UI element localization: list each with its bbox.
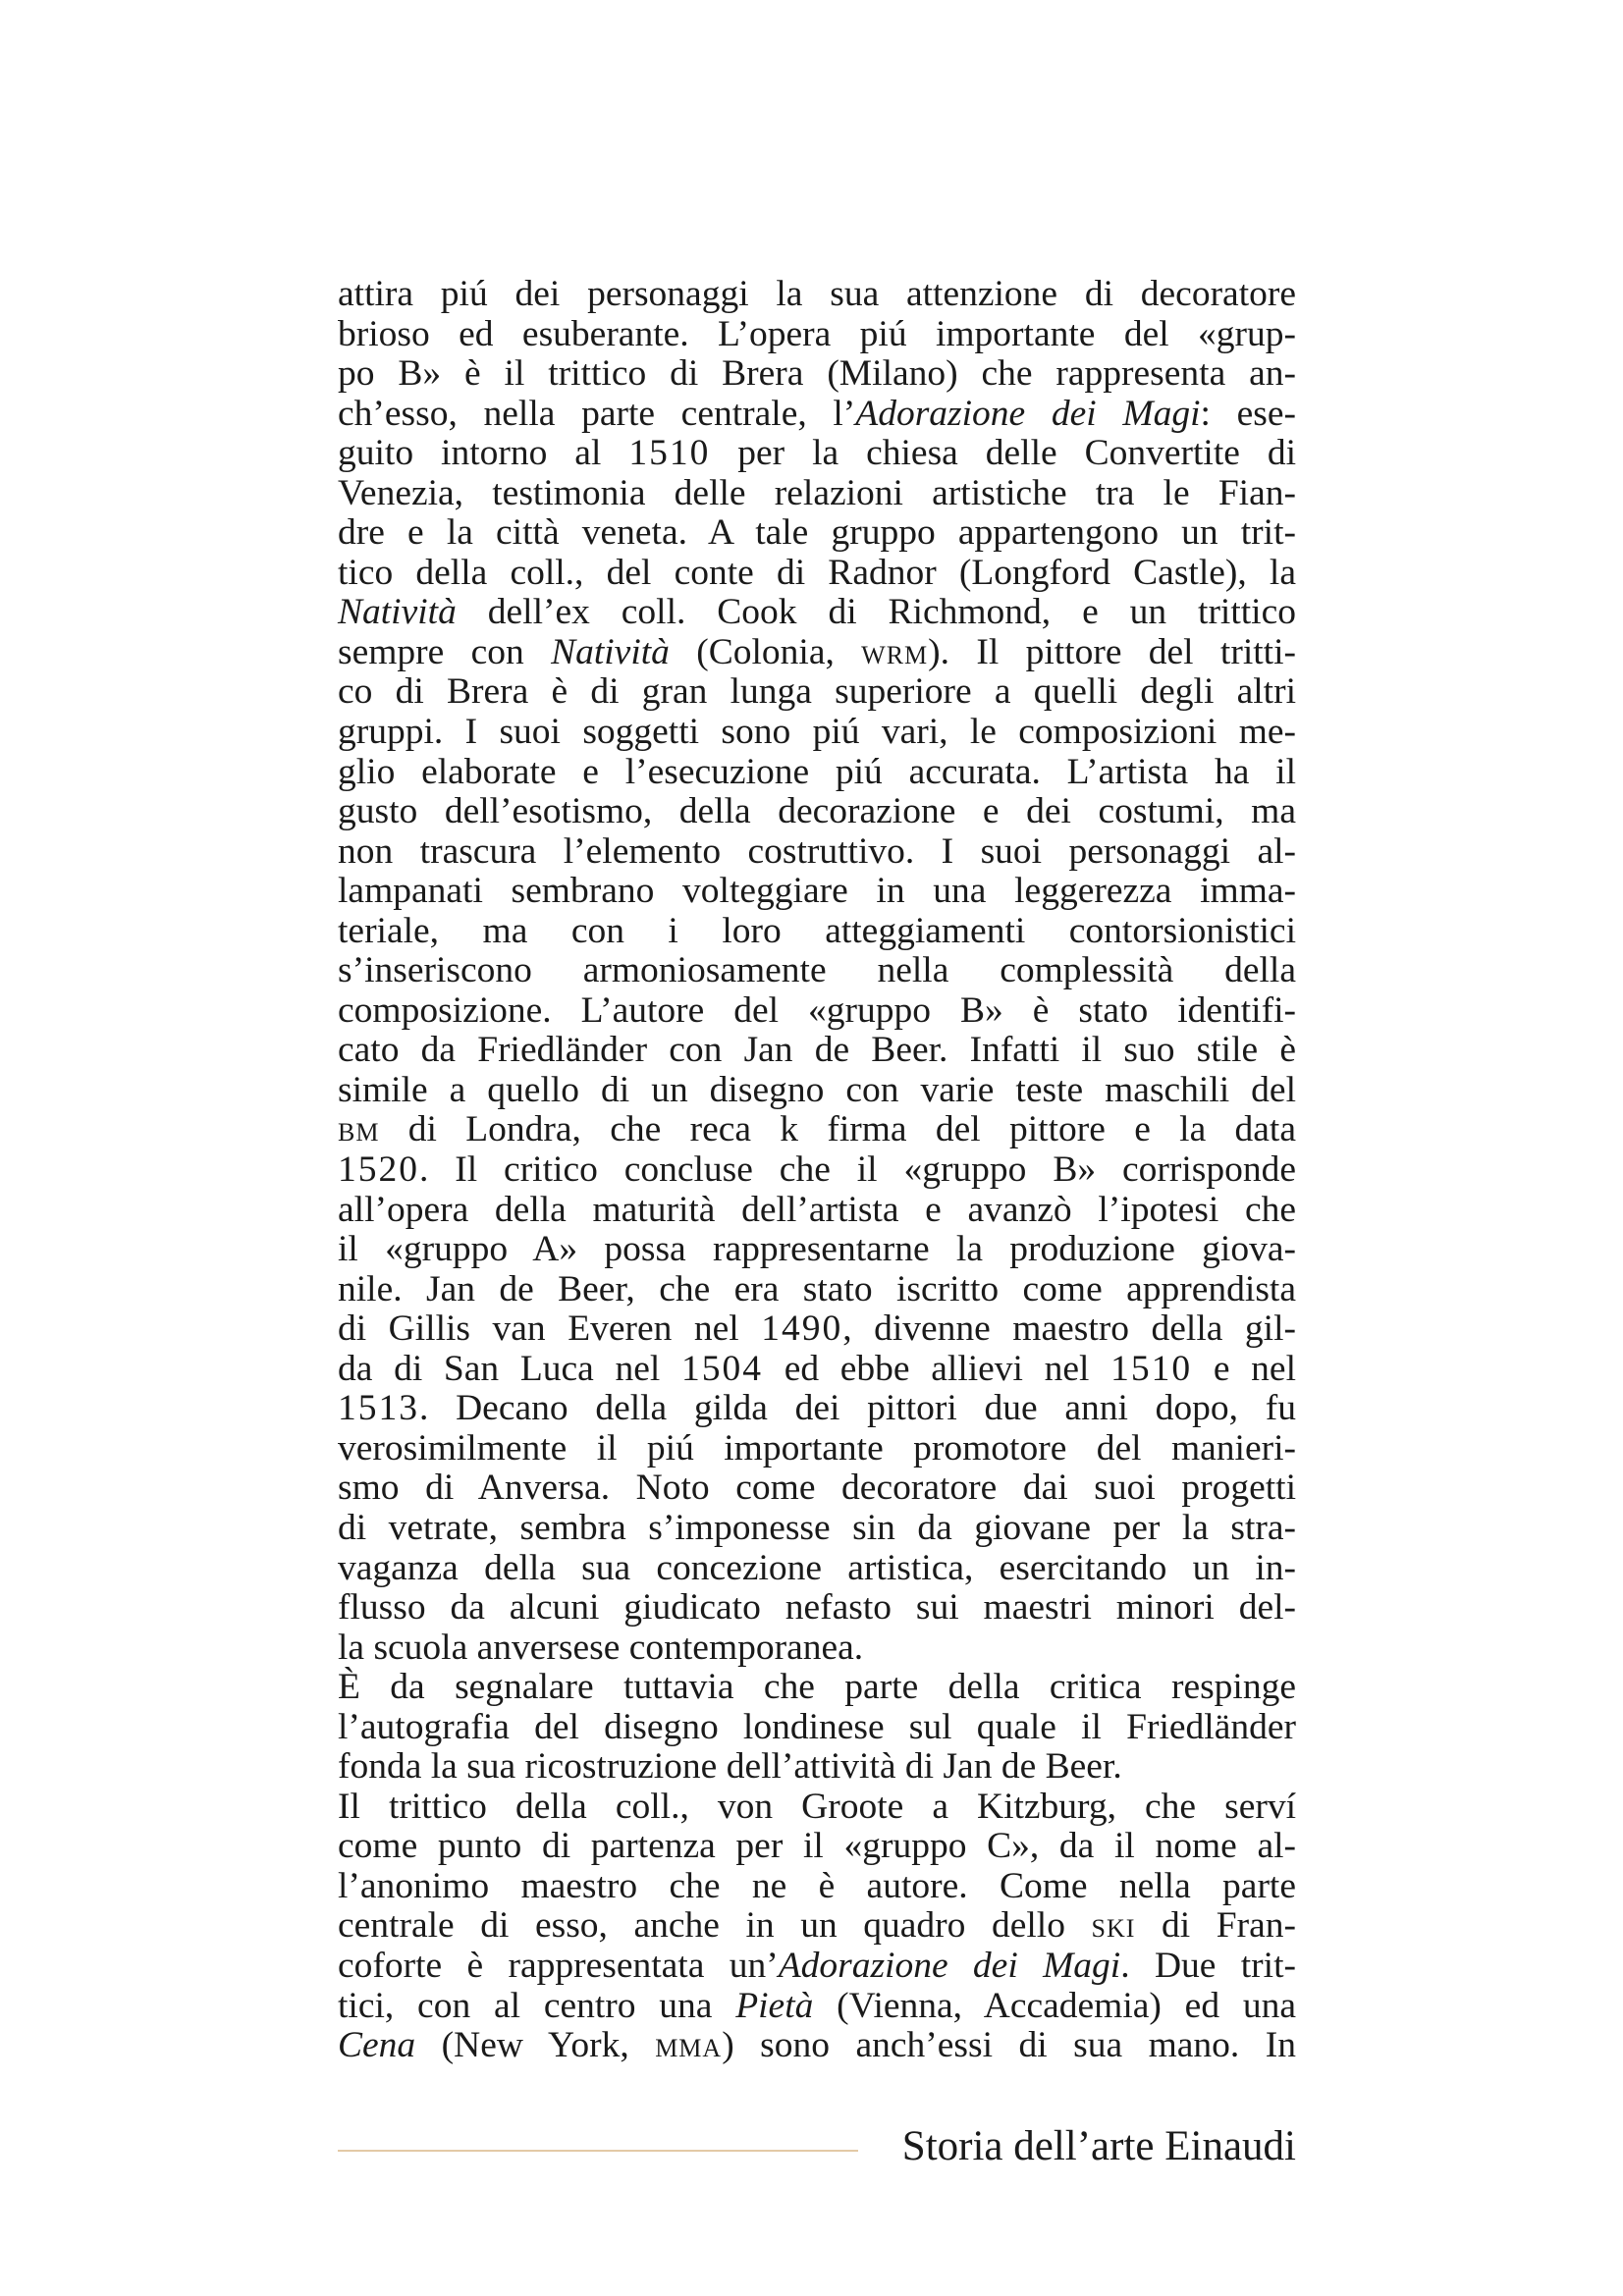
text-segment: glio elaborate e l’esecuzione piú accurata. L’artista ha il [338,751,1296,792]
text-segment: per la chiesa delle Convertite di [710,433,1296,474]
text-line [338,1230,1296,1270]
text-segment: centrale di esso, anche in un quadro dello [338,1905,1092,1947]
text-segment: . Decano della gilda dei pittori due anni dopo, fu [419,1388,1296,1429]
text-line [338,1668,1296,1708]
text-segment: teriale, ma con i loro atteggiamenti contorsionistici [338,910,1296,951]
text-segment: composizione. L’autore del «gruppo B» è stato identifi- [338,989,1296,1031]
text-segment: dre e la città veneta. A tale gruppo appartengono un trit- [338,512,1296,554]
text-segment: di Gillis van Everen nel [338,1308,762,1350]
text-segment: verosimilmente il piú importante promotore del manieri- [338,1427,1296,1468]
text-line [338,1747,1296,1788]
text-line [338,354,1296,395]
text-line [338,1906,1296,1947]
italic-title: Cena [338,2025,416,2066]
year: 1510 [628,433,711,474]
text-segment: po B» è il trittico di Brera (Milano) che rappresenta an- [338,353,1296,395]
text-segment: l’anonimo maestro che ne è autore. Come nella parte [338,1865,1296,1906]
year: 1490 [761,1308,843,1350]
italic-title: Pietà [735,1985,814,2026]
text-segment: Il trittico della coll., von Groote a Kitzburg, che serví [338,1786,1296,1827]
year: 1504 [681,1348,764,1389]
abbreviation: bm [338,1109,380,1150]
text-line [338,1468,1296,1509]
text-line [338,275,1296,315]
abbreviation: wrm [861,631,929,672]
text-segment: l’autografia del disegno londinese sul quale il Friedländer [338,1706,1296,1747]
text-segment: guito intorno al [338,433,629,474]
footer-rule [338,2150,858,2152]
text-line [338,1629,1296,1669]
text-line [338,1987,1296,2027]
text-segment: il «gruppo A» possa rappresentarne la produzione giova- [338,1229,1296,1270]
text-segment: da di San Luca nel [338,1348,682,1389]
text-segment: vaganza della sua concezione artistica, esercitando un in- [338,1547,1296,1588]
text-segment: ed ebbe allievi nel [763,1348,1111,1389]
text-line [338,395,1296,435]
year: 1520 [338,1149,419,1191]
text-segment: ch’esso, nella parte centrale, l’ [338,393,856,434]
text-segment: e nel [1192,1348,1296,1389]
text-line [338,1708,1296,1748]
text-segment: gruppi. I suoi soggetti sono piú vari, le composizioni me- [338,712,1296,753]
text-line [338,1788,1296,1828]
text-segment: (Colonia, [669,631,862,672]
text-segment: attira piú dei personaggi la sua attenzione di decoratore [338,274,1296,314]
text-line [338,1071,1296,1111]
text-segment: ). Il pittore del tritti- [928,631,1296,672]
text-line [338,434,1296,474]
text-segment: co di Brera è di gran lunga superiore a quelli degli altri [338,671,1296,713]
text-line [338,554,1296,594]
italic-title: Natività [551,631,670,672]
text-line [338,832,1296,873]
text-segment: s’inseriscono armoniosamente nella complessità della [338,950,1296,991]
text-line [338,872,1296,912]
text-segment: : ese- [1200,393,1296,434]
text-segment: tico della coll., del conte di Radnor (Longford Castle), la [338,552,1296,593]
text-line [338,1947,1296,1987]
text-segment: ) sono anch’essi di sua mano. In [722,2025,1296,2066]
text-segment: brioso ed esuberante. L’opera piú importante del «grup- [338,313,1296,354]
text-segment: di Londra, che reca k firma del pittore e la data [379,1109,1296,1150]
text-segment: gusto dell’esotismo, della decorazione e dei costumi, ma [338,791,1296,832]
text-segment: nile. Jan de Beer, che era stato iscritto come apprendista [338,1268,1296,1309]
text-segment: sempre con [338,631,552,672]
text-line [338,633,1296,673]
text-line [338,713,1296,753]
text-line [338,1150,1296,1191]
text-segment: (New York, [415,2025,656,2066]
year: 1510 [1110,1348,1193,1389]
text-segment: di Fran- [1135,1905,1296,1947]
text-segment: all’opera della maturità dell’artista e avanzò l’ipotesi che [338,1189,1296,1230]
text-line [338,1588,1296,1629]
italic-title: Natività [338,592,457,633]
text-line [338,1350,1296,1390]
text-segment: Venezia, testimonia delle relazioni artistiche tra le Fian- [338,472,1296,513]
text-line [338,1509,1296,1549]
text-line [338,1270,1296,1310]
text-segment: coforte è rappresentata un’ [338,1945,779,1986]
text-segment: lampanati sembrano volteggiare in una leggerezza imma- [338,871,1296,912]
text-line [338,753,1296,793]
text-line [338,2026,1296,2066]
text-segment: simile a quello di un disegno con varie teste maschili del [338,1069,1296,1110]
text-segment: È da segnalare tuttavia che parte della critica respinge [338,1667,1296,1708]
text-line [338,951,1296,991]
text-line [338,1309,1296,1350]
text-segment: , divenne maestro della gil- [842,1308,1296,1350]
text-line [338,474,1296,514]
italic-title: Adorazione dei Magi [778,1945,1121,1986]
text-line [338,991,1296,1032]
text-segment: . Il critico concluse che il «gruppo B» corrisponde [419,1149,1296,1191]
italic-title: Adorazione dei Magi [855,393,1201,434]
text-segment: come punto di partenza per il «gruppo C», da il nome al- [338,1826,1296,1867]
text-segment: non trascura l’elemento costruttivo. I suoi personaggi al- [338,830,1296,872]
text-line [338,1110,1296,1150]
text-line [338,672,1296,713]
text-segment: cato da Friedländer con Jan de Beer. Infatti il suo stile è [338,1030,1296,1071]
text-segment: smo di Anversa. Noto come decoratore dai suoi progetti [338,1468,1296,1509]
abbreviation: ski [1091,1905,1136,1947]
text-line [338,1827,1296,1867]
text-line [338,593,1296,633]
text-line [338,1549,1296,1589]
text-segment: dell’ex coll. Cook di Richmond, e un trittico [456,592,1296,633]
text-line [338,1031,1296,1071]
text-line [338,1867,1296,1907]
abbreviation: mma [655,2025,723,2066]
text-line [338,315,1296,355]
text-line [338,912,1296,952]
text-segment: . Due trit- [1120,1945,1296,1986]
text-line [338,1389,1296,1429]
main-text [338,275,1296,2066]
text-segment: la scuola anversese contemporanea. [338,1627,864,1668]
text-segment: di vetrate, sembra s’imponesse sin da giovane per la stra- [338,1507,1296,1548]
text-segment: fonda la sua ricostruzione dell’attività di Jan de Beer. [338,1746,1122,1788]
text-segment: flusso da alcuni giudicato nefasto sui maestri minori del- [338,1587,1296,1629]
text-segment: tici, con al centro una [338,1985,736,2026]
text-segment: (Vienna, Accademia) ed una [813,1985,1296,2026]
text-line [338,1429,1296,1469]
text-line [338,1191,1296,1231]
text-line [338,792,1296,832]
text-line [338,513,1296,554]
footer-title: Storia dell’arte Einaudi [901,2123,1296,2169]
year: 1513 [338,1388,419,1429]
